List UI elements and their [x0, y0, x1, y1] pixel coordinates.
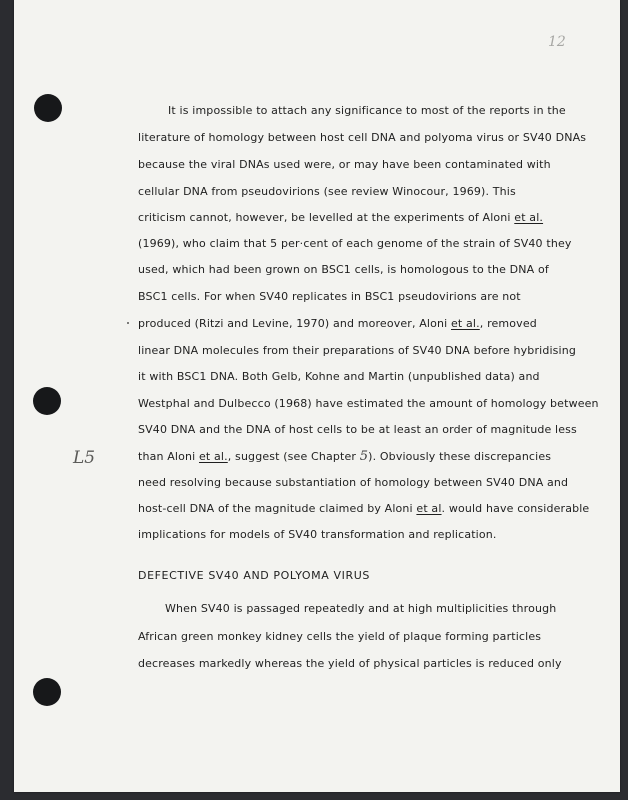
page-number: 12	[548, 34, 566, 50]
text-segment: . would have considerable	[441, 502, 590, 515]
text-line: used, which had been grown on BSC1 cells, is homologous to the DNA of	[138, 263, 549, 276]
text-line: literature of homology between host cell DNA and polyoma virus or SV40 DNAs	[138, 131, 587, 144]
text-line: because the viral DNAs used were, or may have been contaminated with	[138, 158, 551, 171]
text-line	[138, 317, 537, 330]
text-line: Westphal and Dulbecco (1968) have estimated the amount of homology between	[138, 397, 599, 410]
handwritten-chapter-number: 5	[359, 449, 369, 464]
text-line: (1969), who claim that 5 per·cent of each genome of the strain of SV40 they	[138, 237, 572, 250]
text-segment: criticism cannot, however, be levelled at the experiments of Aloni	[138, 211, 515, 224]
text-line	[138, 502, 589, 515]
text-line	[138, 211, 543, 224]
text-line: When SV40 is passaged repeatedly and at high multiplicities through	[165, 602, 557, 615]
punch-hole-middle	[33, 387, 61, 415]
text-line: implications for models of SV40 transformation and replication.	[138, 528, 497, 541]
text-segment: host-cell DNA of the magnitude claimed by Aloni	[138, 502, 417, 515]
document-page	[14, 0, 620, 792]
text-line: cellular DNA from pseudovirions (see review Winocour, 1969). This	[138, 185, 516, 198]
punch-hole-bottom	[33, 678, 61, 706]
underlined-citation: et al.	[198, 450, 228, 463]
underlined-citation: et al.	[451, 317, 480, 330]
text-segment: , suggest (see Chapter	[227, 450, 360, 463]
margin-annotation: L5	[73, 448, 96, 468]
text-line: BSC1 cells. For when SV40 replicates in BSC1 pseudovirions are not	[138, 290, 521, 303]
underlined-citation: et al	[416, 502, 442, 515]
underlined-citation: et al.	[514, 211, 544, 224]
text-line: it with BSC1 DNA. Both Gelb, Kohne and Martin (unpublished data) and	[138, 370, 540, 383]
text-line: SV40 DNA and the DNA of host cells to be at least an order of magnitude less	[138, 423, 577, 436]
text-segment: , removed	[479, 317, 537, 330]
text-segment: ). Obviously these discrepancies	[368, 450, 552, 463]
text-line: linear DNA molecules from their preparations of SV40 DNA before hybridising	[138, 344, 576, 357]
text-line: need resolving because substantiation of homology between SV40 DNA and	[138, 476, 569, 489]
section-heading: DEFECTIVE SV40 AND POLYOMA VIRUS	[138, 569, 370, 582]
text-line	[138, 449, 551, 464]
text-line: It is impossible to attach any significance to most of the reports in the	[168, 104, 566, 117]
ink-dot	[127, 322, 129, 324]
text-line: decreases markedly whereas the yield of physical particles is reduced only	[138, 657, 562, 670]
text-segment: than Aloni	[138, 450, 199, 463]
text-segment: produced (Ritzi and Levine, 1970) and moreover, Aloni	[138, 317, 451, 330]
punch-hole-top	[34, 94, 62, 122]
text-line: African green monkey kidney cells the yield of plaque forming particles	[138, 630, 542, 643]
